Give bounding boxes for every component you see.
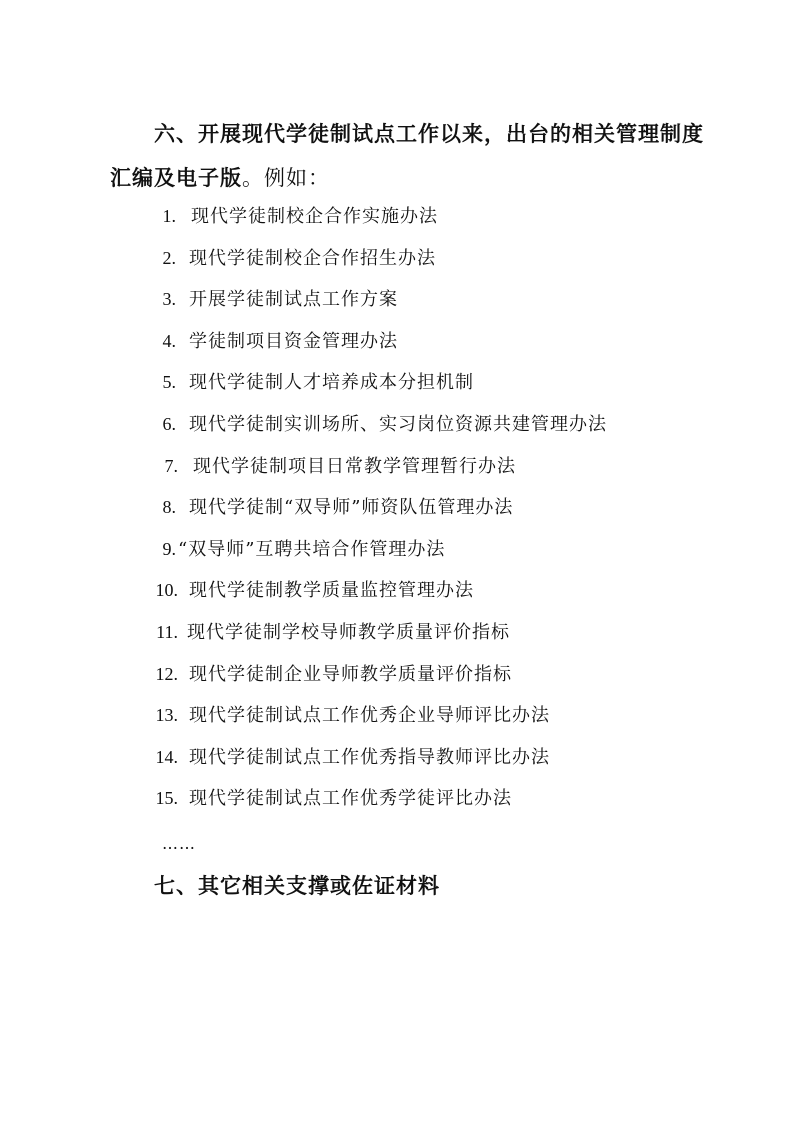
document-number: 11. bbox=[156, 621, 178, 642]
document-number: 13. bbox=[155, 705, 178, 726]
document-number: 10. bbox=[155, 580, 178, 601]
document-title: “双导师”互聘共培合作管理办法 bbox=[178, 538, 446, 560]
document-title: 现代学徒制教学质量监控管理办法 bbox=[189, 580, 474, 602]
document-title: 现代学徒制试点工作优秀企业导师评比办法 bbox=[189, 705, 550, 727]
document-title: 现代学徒制人才培养成本分担机制 bbox=[189, 372, 474, 394]
ellipsis: …… bbox=[162, 834, 196, 853]
section-six-heading bbox=[110, 112, 710, 200]
document-number: 12. bbox=[155, 663, 178, 684]
section-six-heading-suffix: 。例如： bbox=[242, 166, 330, 190]
document-number: 15. bbox=[155, 788, 178, 809]
document-title: 现代学徒制项目日常教学管理暂行办法 bbox=[193, 455, 516, 477]
document-number: 6. bbox=[162, 413, 176, 434]
document-title: 现代学徒制学校导师教学质量评价指标 bbox=[187, 621, 510, 643]
document-title: 开展学徒制试点工作方案 bbox=[189, 289, 398, 311]
document-number: 2. bbox=[162, 247, 176, 268]
document-number: 7. bbox=[164, 455, 178, 476]
document-title: 学徒制项目资金管理办法 bbox=[189, 330, 398, 352]
document-title: 现代学徒制校企合作实施办法 bbox=[191, 206, 438, 227]
section-six-heading-text: 六、开展现代学徒制试点工作以来，出台的相关管理制度汇编及电子版 bbox=[110, 121, 704, 190]
document-number: 9. bbox=[162, 538, 176, 559]
section-seven-heading: 七、其它相关支撑或佐证材料 bbox=[154, 873, 440, 898]
document-number: 1. bbox=[162, 206, 176, 226]
document-number: 3. bbox=[162, 289, 176, 310]
document-number: 14. bbox=[155, 746, 178, 767]
document-number: 4. bbox=[162, 330, 176, 351]
document-title: 现代学徒制试点工作优秀学徒评比办法 bbox=[189, 788, 512, 810]
document-number: 5. bbox=[162, 372, 176, 393]
document-number: 8. bbox=[162, 497, 176, 518]
document-title: 现代学徒制试点工作优秀指导教师评比办法 bbox=[189, 746, 550, 768]
document-title: 现代学徒制企业导师教学质量评价指标 bbox=[189, 663, 512, 685]
document-title: 现代学徒制“双导师”师资队伍管理办法 bbox=[189, 497, 514, 519]
document-title: 现代学徒制校企合作招生办法 bbox=[189, 247, 436, 269]
document-title: 现代学徒制实训场所、实习岗位资源共建管理办法 bbox=[189, 413, 607, 435]
